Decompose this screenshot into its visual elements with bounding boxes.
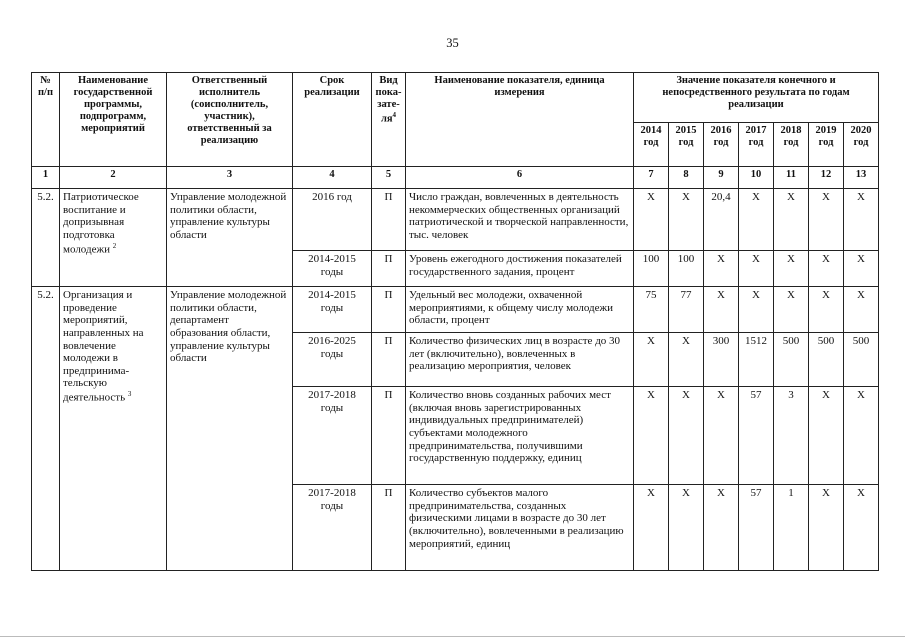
value-cell: Х: [809, 251, 844, 287]
term: 2016-2025 годы: [293, 333, 372, 387]
indicator-type: П: [372, 485, 406, 571]
indicator-name: Удельный вес молодежи, охваченной мероприятиями, к общему числу молодежи области, процент: [406, 287, 634, 333]
value-cell: 500: [844, 333, 879, 387]
indicator-name: Количество субъектов малого предпринимательства, созданных физическими лицами в возрасте до 30 лет (включительно), вовлеченными в реализацию мероприятий, единиц: [406, 485, 634, 571]
indicator-type: П: [372, 287, 406, 333]
value-cell: 500: [809, 333, 844, 387]
column-number: 4: [293, 167, 372, 189]
row-number: 5.2.: [32, 189, 60, 287]
value-cell: 300: [704, 333, 739, 387]
value-cell: Х: [739, 251, 774, 287]
column-number: 6: [406, 167, 634, 189]
column-number: 12: [809, 167, 844, 189]
value-cell: Х: [704, 485, 739, 571]
page-bottom-edge: [0, 636, 905, 637]
column-number: 7: [634, 167, 669, 189]
program-name-text: Патриотическое воспитание и допризывная подготовка молодежи: [63, 191, 139, 256]
value-cell: 57: [739, 485, 774, 571]
value-cell: Х: [844, 251, 879, 287]
header-type-text: Вид пока-зате-ля: [375, 75, 402, 125]
header-year: 2018 год: [774, 123, 809, 167]
value-cell: Х: [634, 387, 669, 485]
header-num: № п/п: [32, 73, 60, 167]
value-cell: Х: [669, 485, 704, 571]
value-cell: 1512: [739, 333, 774, 387]
term: 2017-2018 годы: [293, 387, 372, 485]
value-cell: Х: [809, 287, 844, 333]
term: 2016 год: [293, 189, 372, 251]
header-type-footnote: 4: [392, 111, 397, 120]
header-year: 2014 год: [634, 123, 669, 167]
value-cell: 1: [774, 485, 809, 571]
column-number: 11: [774, 167, 809, 189]
column-number: 3: [167, 167, 293, 189]
table-row: [32, 189, 879, 251]
program-name: [60, 189, 167, 287]
program-name-text: Организация и проведение мероприятий, направленных на вовлечение молодежи в предпринима-тельскую деятельность: [63, 289, 144, 404]
value-cell: Х: [669, 333, 704, 387]
column-number: 10: [739, 167, 774, 189]
indicator-name: Количество вновь созданных рабочих мест (включая вновь зарегистрированных индивидуальных предпринимателей) субъектами молодежного предпринимательства, получившими государственную поддержку, единиц: [406, 387, 634, 485]
indicator-type: П: [372, 333, 406, 387]
value-cell: 3: [774, 387, 809, 485]
value-cell: 57: [739, 387, 774, 485]
value-cell: Х: [669, 387, 704, 485]
indicator-name: Число граждан, вовлеченных в деятельность некоммерческих общественных организаций патриотической и творческой направленности, тыс. человек: [406, 189, 634, 251]
header-year: 2015 год: [669, 123, 704, 167]
column-number-row: [32, 167, 879, 189]
column-number: 13: [844, 167, 879, 189]
indicator-type: П: [372, 251, 406, 287]
program-name-footnote: 3: [127, 390, 132, 399]
program-name: [60, 287, 167, 571]
indicator-type: П: [372, 189, 406, 251]
table-row: [32, 287, 879, 333]
column-number: 2: [60, 167, 167, 189]
header-name: Наименование государственной программы, подпрограмм, мероприятий: [60, 73, 167, 167]
column-number: 5: [372, 167, 406, 189]
program-name-footnote: 2: [112, 241, 117, 250]
header-year: 2019 год: [809, 123, 844, 167]
value-cell: Х: [844, 485, 879, 571]
header-year: 2016 год: [704, 123, 739, 167]
row-number: 5.2.: [32, 287, 60, 571]
value-cell: Х: [704, 387, 739, 485]
value-cell: 100: [669, 251, 704, 287]
header-indicator: Наименование показателя, единица измерения: [406, 73, 634, 167]
value-cell: Х: [844, 287, 879, 333]
value-cell: Х: [669, 189, 704, 251]
value-cell: Х: [634, 189, 669, 251]
term: 2017-2018 годы: [293, 485, 372, 571]
indicator-name: Количество физических лиц в возрасте до 30 лет (включительно), вовлеченных в реализацию мероприятия, человек: [406, 333, 634, 387]
value-cell: Х: [774, 287, 809, 333]
header-responsible: Ответственный исполнитель (соисполнитель, участник), ответственный за реализацию: [167, 73, 293, 167]
value-cell: Х: [739, 189, 774, 251]
term: 2014-2015 годы: [293, 287, 372, 333]
value-cell: Х: [704, 251, 739, 287]
value-cell: Х: [634, 485, 669, 571]
value-cell: Х: [844, 387, 879, 485]
value-cell: Х: [809, 189, 844, 251]
header-year: 2017 год: [739, 123, 774, 167]
value-cell: 20,4: [704, 189, 739, 251]
value-cell: Х: [634, 333, 669, 387]
column-number: 8: [669, 167, 704, 189]
value-cell: 77: [669, 287, 704, 333]
value-cell: Х: [739, 287, 774, 333]
term: 2014-2015 годы: [293, 251, 372, 287]
value-cell: Х: [774, 251, 809, 287]
value-cell: Х: [704, 287, 739, 333]
value-cell: Х: [774, 189, 809, 251]
value-cell: Х: [809, 485, 844, 571]
indicator-name: Уровень ежегодного достижения показателей государственного задания, процент: [406, 251, 634, 287]
header-values-group: Значение показателя конечного и непосредственного результата по годам реализации: [634, 73, 879, 123]
header-term: Срок реализации: [293, 73, 372, 167]
column-number: 9: [704, 167, 739, 189]
header-type: [372, 73, 406, 167]
responsible-executor: Управление молодежной политики области, департамент образования области, управление культуры области: [167, 287, 293, 571]
value-cell: Х: [844, 189, 879, 251]
responsible-executor: Управление молодежной политики области, управление культуры области: [167, 189, 293, 287]
indicators-table: [31, 72, 879, 571]
header-year: 2020 год: [844, 123, 879, 167]
column-number: 1: [32, 167, 60, 189]
value-cell: 100: [634, 251, 669, 287]
value-cell: 500: [774, 333, 809, 387]
indicator-type: П: [372, 387, 406, 485]
value-cell: Х: [809, 387, 844, 485]
value-cell: 75: [634, 287, 669, 333]
page-number: 35: [446, 36, 459, 50]
